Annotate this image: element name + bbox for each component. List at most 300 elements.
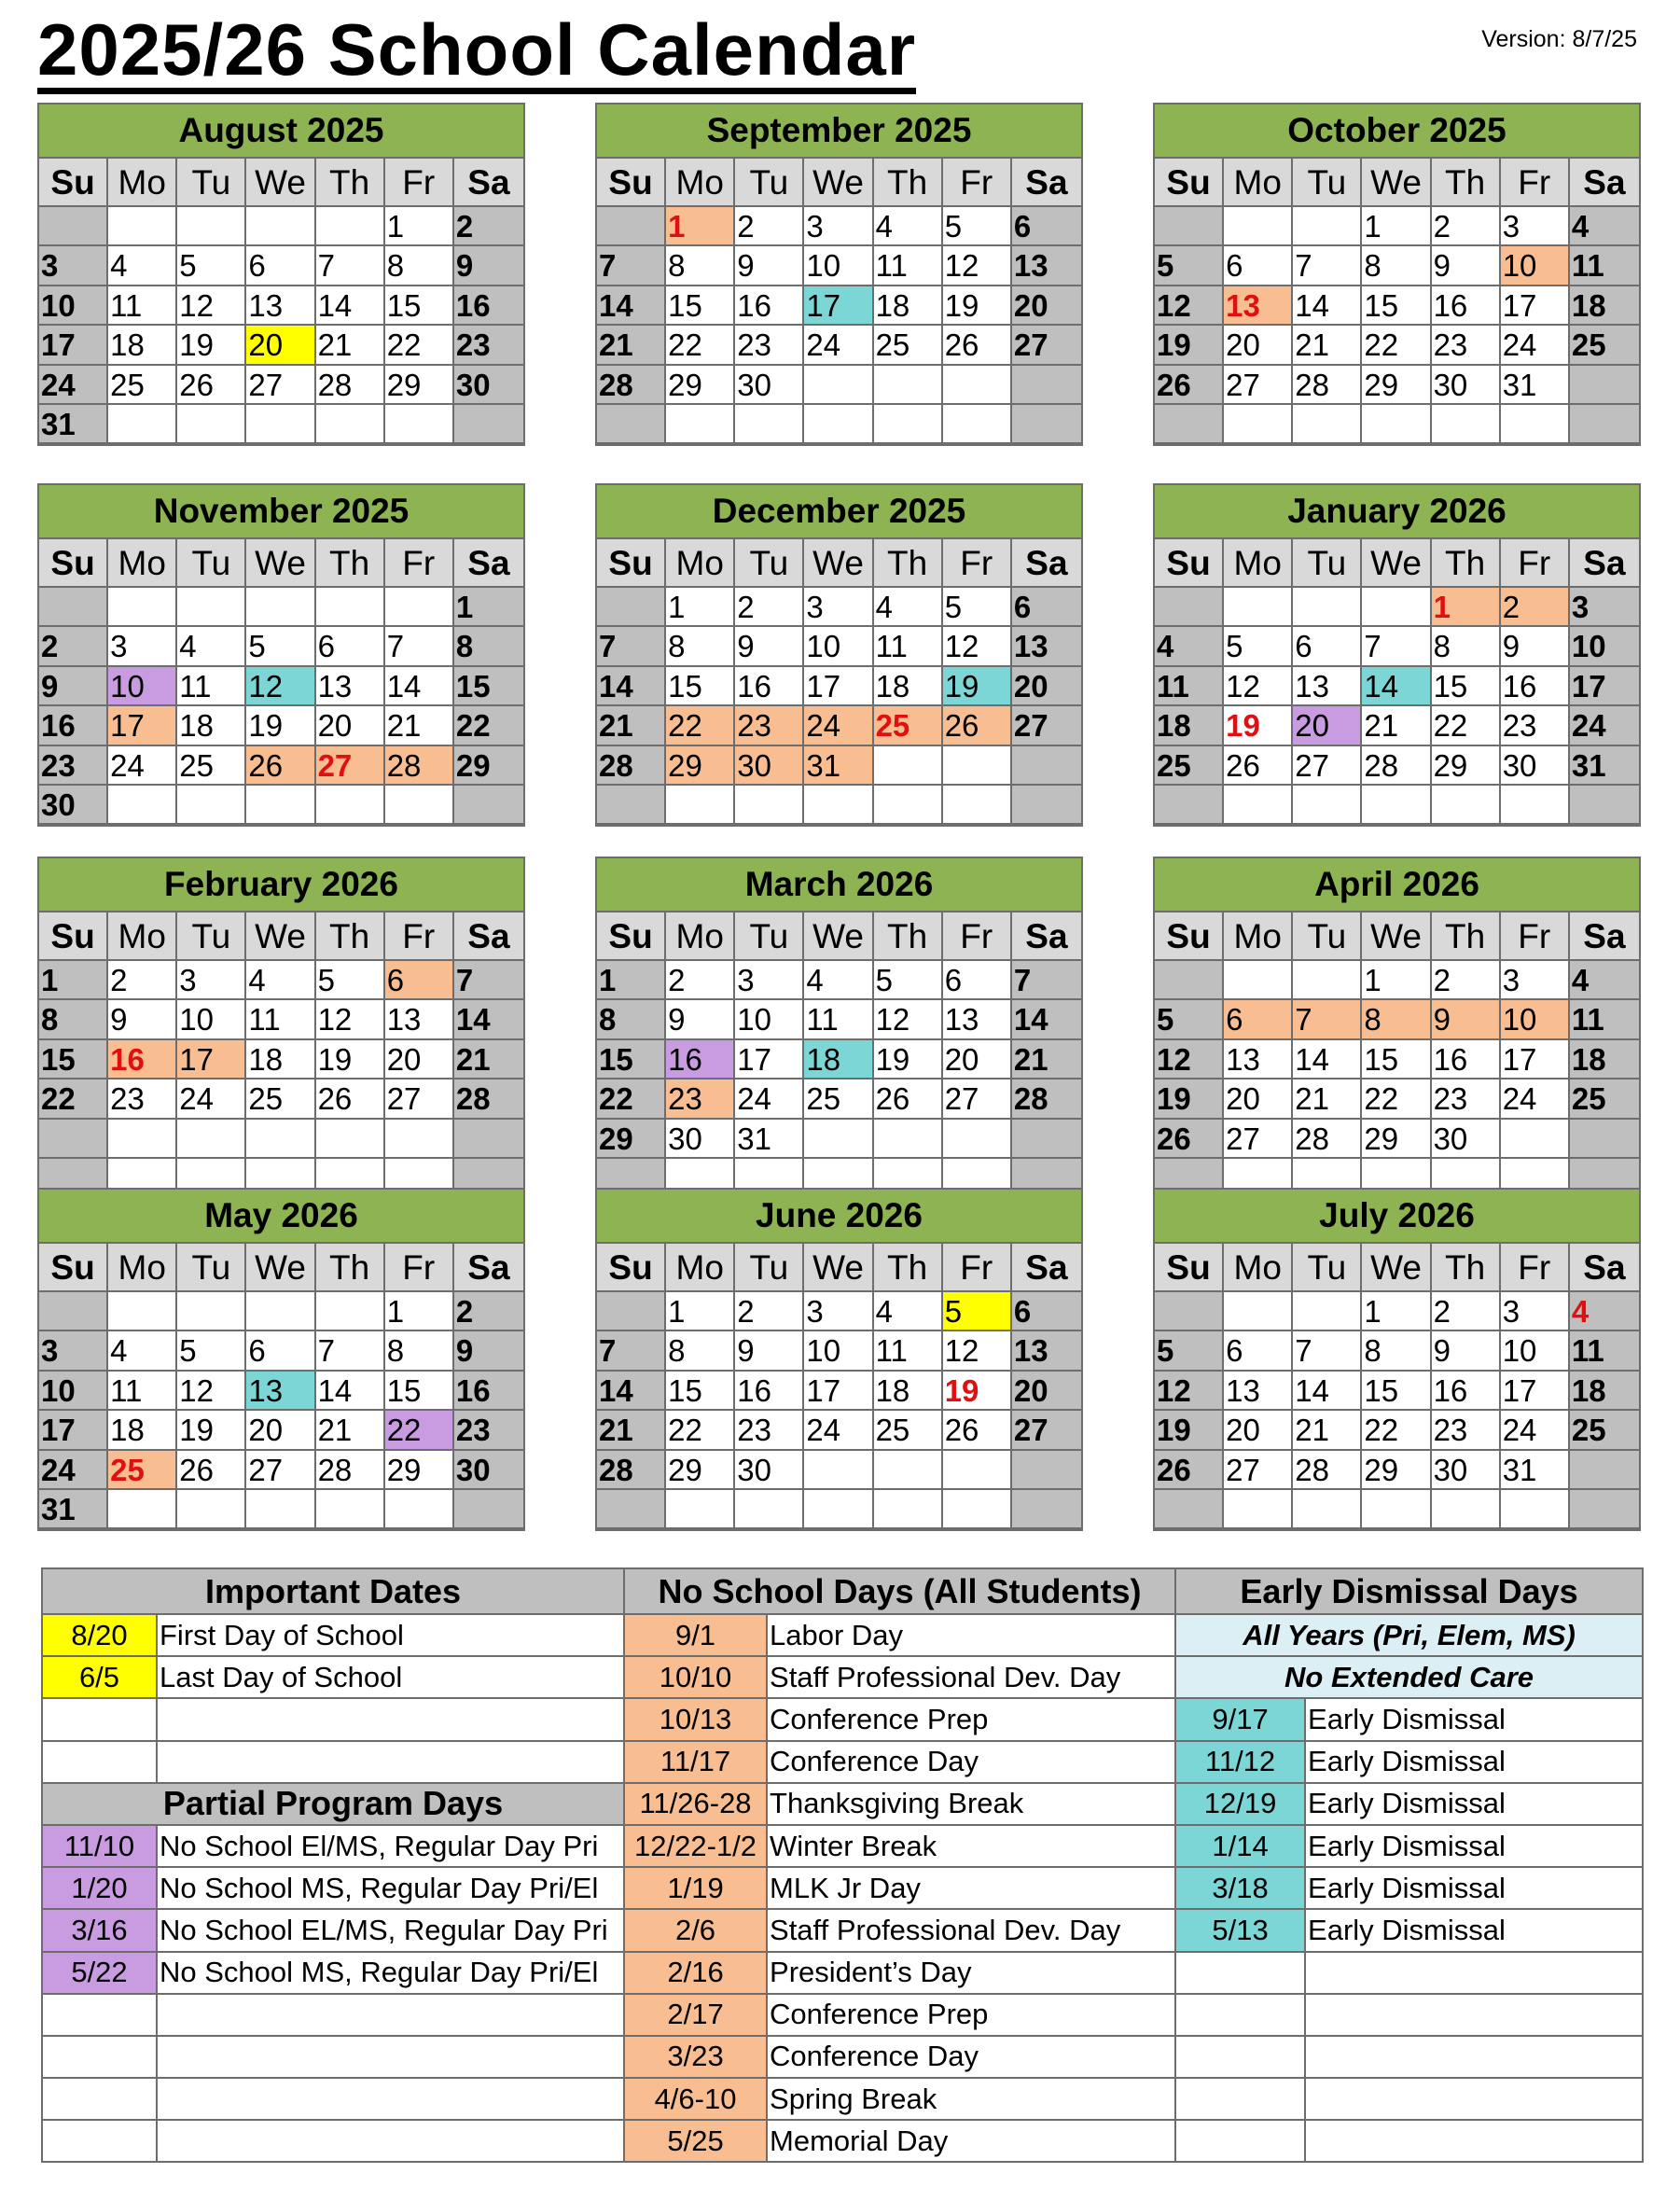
- weekday-header: Mo: [108, 912, 177, 961]
- month-calendar: [595, 103, 1083, 446]
- calendar-day: 17: [1570, 667, 1639, 706]
- no-school-label: Conference Prep: [767, 1698, 1175, 1740]
- partial-date: 1/20: [42, 1867, 157, 1909]
- weekday-header: Fr: [943, 912, 1012, 961]
- calendar-day: [1155, 405, 1224, 444]
- calendar-day: [108, 786, 177, 825]
- calendar-day: [316, 1292, 385, 1331]
- calendar-day: 25: [246, 1080, 315, 1119]
- calendar-day: 1: [666, 1292, 735, 1331]
- calendar-day: 26: [316, 1080, 385, 1119]
- calendar-day: 25: [108, 366, 177, 405]
- calendar-day: 30: [1501, 746, 1570, 786]
- weekday-header: Su: [39, 912, 108, 961]
- early-label: Early Dismissal: [1305, 1867, 1643, 1909]
- weekday-header: Tu: [177, 159, 246, 207]
- calendar-day: 6: [316, 627, 385, 666]
- calendar-day: 15: [666, 1372, 735, 1411]
- calendar-day: [108, 1292, 177, 1331]
- early-label: Early Dismissal: [1305, 1783, 1643, 1825]
- calendar-day: 21: [1293, 1411, 1362, 1450]
- partial-date: 11/10: [42, 1825, 157, 1867]
- calendar-day: 27: [1012, 326, 1081, 365]
- calendar-day: 2: [666, 961, 735, 1000]
- calendar-day: 10: [1501, 1000, 1570, 1039]
- calendar-day: 20: [316, 706, 385, 745]
- calendar-day: 11: [874, 627, 943, 666]
- calendar-day: [39, 207, 108, 246]
- calendar-day: 29: [666, 746, 735, 786]
- weekday-header: Fr: [385, 912, 454, 961]
- weekday-header: Tu: [1293, 1244, 1362, 1292]
- weekday-header: We: [804, 539, 873, 588]
- calendar-day: 29: [666, 366, 735, 405]
- calendar-day: 8: [1362, 246, 1431, 286]
- no-school-header: No School Days (All Students): [624, 1568, 1175, 1614]
- calendar-day: 13: [1293, 667, 1362, 706]
- weekday-header: Fr: [943, 1244, 1012, 1292]
- calendar-day: 16: [666, 1040, 735, 1080]
- calendar-day: [874, 405, 943, 444]
- calendar-day: 7: [597, 1331, 666, 1371]
- early-dismissal-header: Early Dismissal Days: [1175, 1568, 1643, 1614]
- calendar-day: 26: [177, 1451, 246, 1490]
- weekday-header: Sa: [454, 539, 523, 588]
- calendar-day: 8: [1362, 1000, 1431, 1039]
- calendar-day: 19: [874, 1040, 943, 1080]
- weekday-header: Su: [1155, 912, 1224, 961]
- calendar-day: [1293, 405, 1362, 444]
- calendar-day: 19: [1155, 326, 1224, 365]
- calendar-day: 15: [1432, 667, 1501, 706]
- calendar-day: [1293, 207, 1362, 246]
- calendar-day: [177, 405, 246, 444]
- calendar-day: 12: [943, 1331, 1012, 1371]
- weekday-header: Th: [874, 539, 943, 588]
- weekday-header: Th: [1432, 1244, 1501, 1292]
- calendar-day: 23: [735, 1411, 804, 1450]
- calendar-day: 22: [385, 1411, 454, 1450]
- calendar-day: 27: [385, 1080, 454, 1119]
- calendar-day: 15: [1362, 286, 1431, 326]
- calendar-day: 16: [1432, 1372, 1501, 1411]
- calendar-day: 19: [1155, 1411, 1224, 1450]
- calendar-day: 25: [874, 1411, 943, 1450]
- calendar-day: [246, 405, 315, 444]
- calendar-day: [246, 1490, 315, 1529]
- calendar-day: 14: [316, 1372, 385, 1411]
- month-calendar: [1153, 1188, 1641, 1531]
- calendar-day: [108, 1120, 177, 1159]
- calendar-day: 2: [735, 588, 804, 627]
- calendar-day: 25: [874, 326, 943, 365]
- calendar-day: [1012, 1120, 1081, 1159]
- calendar-day: 8: [597, 1000, 666, 1039]
- calendar-day: [1155, 207, 1224, 246]
- calendar-day: 22: [1432, 706, 1501, 745]
- calendar-day: 29: [385, 366, 454, 405]
- calendar-day: 28: [454, 1080, 523, 1119]
- weekday-header: Mo: [666, 1244, 735, 1292]
- early-date: 1/14: [1175, 1825, 1305, 1867]
- calendar-day: 5: [246, 627, 315, 666]
- calendar-day: 28: [1362, 746, 1431, 786]
- calendar-day: [1432, 1490, 1501, 1529]
- calendar-day: [1224, 961, 1293, 1000]
- weekday-header: Tu: [735, 539, 804, 588]
- calendar-day: 27: [1012, 706, 1081, 745]
- calendar-day: 18: [1155, 706, 1224, 745]
- calendar-day: 16: [1432, 286, 1501, 326]
- calendar-day: 12: [316, 1000, 385, 1039]
- calendar-day: 13: [1012, 627, 1081, 666]
- calendar-day: 21: [1362, 706, 1431, 745]
- calendar-day: 12: [874, 1000, 943, 1039]
- calendar-day: 1: [1432, 588, 1501, 627]
- calendar-day: 13: [1012, 1331, 1081, 1371]
- calendar-day: 10: [1501, 1331, 1570, 1371]
- empty-cell: [1305, 1994, 1643, 2036]
- calendar-day: [454, 1490, 523, 1529]
- calendar-day: [1362, 786, 1431, 825]
- month-title: April 2026: [1155, 858, 1639, 912]
- calendar-day: 26: [943, 706, 1012, 745]
- no-school-label: President’s Day: [767, 1952, 1175, 1994]
- weekday-header: Mo: [1224, 539, 1293, 588]
- calendar-day: [666, 405, 735, 444]
- month-day-grid: [39, 1244, 523, 1529]
- calendar-day: 5: [943, 207, 1012, 246]
- calendar-day: 3: [39, 246, 108, 286]
- weekday-header: We: [1362, 1244, 1431, 1292]
- calendar-day: 24: [804, 326, 873, 365]
- calendar-day: 23: [735, 326, 804, 365]
- calendar-day: 25: [804, 1080, 873, 1119]
- weekday-header: Sa: [454, 159, 523, 207]
- calendar-day: 14: [1293, 1372, 1362, 1411]
- no-school-date: 9/1: [624, 1614, 767, 1656]
- calendar-day: [943, 366, 1012, 405]
- calendar-day: 16: [735, 286, 804, 326]
- empty-cell: [157, 1698, 624, 1740]
- no-school-label: Conference Prep: [767, 1994, 1175, 2036]
- calendar-day: 17: [735, 1040, 804, 1080]
- calendar-day: [1155, 961, 1224, 1000]
- calendar-day: 1: [666, 207, 735, 246]
- weekday-header: Tu: [177, 539, 246, 588]
- calendar-day: 18: [1570, 1372, 1639, 1411]
- month-day-grid: [1155, 912, 1639, 1198]
- calendar-day: 4: [1570, 961, 1639, 1000]
- calendar-day: [454, 1120, 523, 1159]
- calendar-day: [1501, 405, 1570, 444]
- calendar-day: 8: [39, 1000, 108, 1039]
- calendar-day: 1: [666, 588, 735, 627]
- calendar-day: 21: [1293, 326, 1362, 365]
- calendar-day: 14: [597, 1372, 666, 1411]
- calendar-day: 15: [597, 1040, 666, 1080]
- calendar-day: 6: [385, 961, 454, 1000]
- month-title: August 2025: [39, 104, 523, 159]
- weekday-header: Su: [1155, 1244, 1224, 1292]
- calendar-day: 23: [108, 1080, 177, 1119]
- calendar-day: 1: [1362, 207, 1431, 246]
- weekday-header: We: [246, 1244, 315, 1292]
- calendar-day: [597, 786, 666, 825]
- weekday-header: Fr: [1501, 912, 1570, 961]
- calendar-day: 5: [177, 246, 246, 286]
- calendar-day: 10: [735, 1000, 804, 1039]
- calendar-day: [1362, 1490, 1431, 1529]
- calendar-day: [597, 207, 666, 246]
- no-school-date: 2/6: [624, 1909, 767, 1951]
- calendar-day: 29: [385, 1451, 454, 1490]
- calendar-day: 6: [1012, 588, 1081, 627]
- calendar-day: 17: [108, 706, 177, 745]
- calendar-day: 30: [735, 1451, 804, 1490]
- weekday-header: Sa: [1570, 539, 1639, 588]
- calendar-day: [246, 1120, 315, 1159]
- no-school-date: 12/22-1/2: [624, 1825, 767, 1867]
- calendar-day: 19: [1224, 706, 1293, 745]
- calendar-day: 27: [1012, 1411, 1081, 1450]
- calendar-day: 20: [1224, 1080, 1293, 1119]
- early-date: 11/12: [1175, 1741, 1305, 1783]
- calendar-day: 25: [1570, 326, 1639, 365]
- calendar-day: [39, 1292, 108, 1331]
- calendar-day: 7: [597, 627, 666, 666]
- calendar-day: 24: [1501, 326, 1570, 365]
- calendar-day: [246, 588, 315, 627]
- empty-cell: [1305, 2078, 1643, 2120]
- calendar-day: 2: [735, 1292, 804, 1331]
- month-day-grid: [39, 159, 523, 444]
- month-title: September 2025: [597, 104, 1081, 159]
- weekday-header: Mo: [666, 912, 735, 961]
- calendar-day: [1293, 1292, 1362, 1331]
- calendar-day: 22: [385, 326, 454, 365]
- weekday-header: Sa: [1012, 539, 1081, 588]
- calendar-day: 9: [454, 246, 523, 286]
- calendar-day: 22: [666, 706, 735, 745]
- calendar-day: 25: [1570, 1080, 1639, 1119]
- calendar-day: 4: [108, 1331, 177, 1371]
- calendar-day: 9: [735, 627, 804, 666]
- empty-cell: [42, 1698, 157, 1740]
- calendar-day: 30: [39, 786, 108, 825]
- weekday-header: Mo: [108, 159, 177, 207]
- calendar-day: 1: [1362, 961, 1431, 1000]
- month-title: May 2026: [39, 1190, 523, 1244]
- calendar-day: 21: [597, 326, 666, 365]
- calendar-day: 2: [108, 961, 177, 1000]
- calendar-day: 20: [1012, 1372, 1081, 1411]
- weekday-header: Th: [316, 1244, 385, 1292]
- weekday-header: We: [1362, 912, 1431, 961]
- calendar-day: 9: [108, 1000, 177, 1039]
- calendar-day: 25: [1570, 1411, 1639, 1450]
- empty-cell: [42, 1741, 157, 1783]
- weekday-header: Th: [1432, 912, 1501, 961]
- calendar-day: 27: [1293, 746, 1362, 786]
- empty-cell: [1305, 2036, 1643, 2078]
- calendar-day: 23: [1432, 1411, 1501, 1450]
- no-school-date: 10/10: [624, 1656, 767, 1698]
- calendar-day: [316, 588, 385, 627]
- calendar-day: 9: [1432, 1331, 1501, 1371]
- calendar-day: [1012, 746, 1081, 786]
- calendar-day: 13: [943, 1000, 1012, 1039]
- calendar-day: [1012, 405, 1081, 444]
- empty-cell: [1175, 1994, 1305, 2036]
- calendar-day: 1: [39, 961, 108, 1000]
- weekday-header: Tu: [1293, 159, 1362, 207]
- calendar-day: 19: [316, 1040, 385, 1080]
- calendar-day: 29: [1362, 366, 1431, 405]
- weekday-header: Su: [597, 1244, 666, 1292]
- calendar-day: 11: [108, 1372, 177, 1411]
- weekday-header: Fr: [1501, 1244, 1570, 1292]
- month-calendar: [37, 483, 525, 827]
- calendar-day: 22: [1362, 1080, 1431, 1119]
- calendar-day: 30: [735, 746, 804, 786]
- calendar-day: 27: [1224, 1120, 1293, 1159]
- calendar-day: 24: [39, 366, 108, 405]
- calendar-day: 3: [735, 961, 804, 1000]
- calendar-day: 12: [1155, 1040, 1224, 1080]
- early-date: 3/18: [1175, 1867, 1305, 1909]
- calendar-day: 9: [1432, 246, 1501, 286]
- calendar-day: 13: [1224, 1040, 1293, 1080]
- calendar-day: 20: [1293, 706, 1362, 745]
- calendar-day: 25: [1155, 746, 1224, 786]
- weekday-header: Mo: [1224, 159, 1293, 207]
- month-calendar: [1153, 483, 1641, 827]
- calendar-day: 2: [1432, 207, 1501, 246]
- calendar-day: 29: [1362, 1120, 1431, 1159]
- calendar-day: [1432, 786, 1501, 825]
- calendar-day: [874, 746, 943, 786]
- legend-table: [41, 1567, 1644, 2163]
- calendar-day: 30: [454, 1451, 523, 1490]
- weekday-header: Tu: [735, 1244, 804, 1292]
- empty-cell: [1305, 2120, 1643, 2162]
- empty-cell: [1175, 2078, 1305, 2120]
- calendar-day: 10: [177, 1000, 246, 1039]
- calendar-day: 23: [454, 1411, 523, 1450]
- no-school-label: Spring Break: [767, 2078, 1175, 2120]
- calendar-day: 6: [1012, 1292, 1081, 1331]
- calendar-day: [1501, 1490, 1570, 1529]
- calendar-day: 18: [874, 667, 943, 706]
- no-school-date: 11/26-28: [624, 1783, 767, 1825]
- empty-cell: [157, 2120, 624, 2162]
- calendar-day: 27: [316, 746, 385, 786]
- month-title: January 2026: [1155, 485, 1639, 539]
- weekday-header: Su: [39, 1244, 108, 1292]
- empty-cell: [1175, 2036, 1305, 2078]
- calendar-day: 17: [804, 667, 873, 706]
- calendar-day: 21: [316, 1411, 385, 1450]
- calendar-day: 7: [1293, 1331, 1362, 1371]
- early-subheader: All Years (Pri, Elem, MS): [1175, 1614, 1643, 1656]
- calendar-day: 29: [597, 1120, 666, 1159]
- weekday-header: Su: [39, 159, 108, 207]
- calendar-day: 30: [666, 1120, 735, 1159]
- no-school-label: Labor Day: [767, 1614, 1175, 1656]
- calendar-day: 11: [246, 1000, 315, 1039]
- calendar-day: 10: [1501, 246, 1570, 286]
- calendar-day: 24: [804, 706, 873, 745]
- calendar-day: [108, 1490, 177, 1529]
- calendar-day: 18: [804, 1040, 873, 1080]
- calendar-day: 18: [246, 1040, 315, 1080]
- calendar-day: 6: [246, 1331, 315, 1371]
- calendar-day: 24: [1501, 1080, 1570, 1119]
- calendar-day: 13: [1224, 286, 1293, 326]
- calendar-day: 7: [316, 1331, 385, 1371]
- weekday-header: Sa: [1570, 159, 1639, 207]
- calendar-day: 14: [597, 286, 666, 326]
- weekday-header: Tu: [735, 159, 804, 207]
- calendar-day: [1224, 786, 1293, 825]
- month-day-grid: [597, 159, 1081, 444]
- calendar-day: 24: [1570, 706, 1639, 745]
- empty-cell: [42, 2036, 157, 2078]
- calendar-day: 20: [246, 326, 315, 365]
- calendar-day: 17: [39, 326, 108, 365]
- weekday-header: Tu: [1293, 539, 1362, 588]
- calendar-day: 21: [1012, 1040, 1081, 1080]
- calendar-day: 6: [1224, 1331, 1293, 1371]
- calendar-day: 23: [735, 706, 804, 745]
- calendar-day: 20: [385, 1040, 454, 1080]
- calendar-day: 7: [316, 246, 385, 286]
- calendar-day: 12: [943, 627, 1012, 666]
- calendar-day: [1501, 786, 1570, 825]
- calendar-day: 6: [943, 961, 1012, 1000]
- weekday-header: Sa: [1570, 912, 1639, 961]
- calendar-day: [385, 588, 454, 627]
- calendar-day: 31: [39, 405, 108, 444]
- month-day-grid: [597, 539, 1081, 825]
- calendar-day: 6: [246, 246, 315, 286]
- calendar-day: 1: [454, 588, 523, 627]
- empty-cell: [1175, 2120, 1305, 2162]
- calendar-day: [1293, 786, 1362, 825]
- calendar-day: 7: [597, 246, 666, 286]
- no-school-date: 11/17: [624, 1741, 767, 1783]
- calendar-day: [1362, 405, 1431, 444]
- calendar-day: 12: [246, 667, 315, 706]
- empty-cell: [157, 2036, 624, 2078]
- calendar-day: 5: [316, 961, 385, 1000]
- weekday-header: Su: [597, 539, 666, 588]
- calendar-day: [597, 405, 666, 444]
- calendar-day: 25: [874, 706, 943, 745]
- calendar-day: 17: [804, 1372, 873, 1411]
- calendar-day: [177, 786, 246, 825]
- calendar-day: [1224, 1490, 1293, 1529]
- calendar-day: 12: [1155, 1372, 1224, 1411]
- weekday-header: Th: [316, 159, 385, 207]
- calendar-day: 19: [177, 326, 246, 365]
- calendar-day: 9: [735, 246, 804, 286]
- calendar-day: [246, 786, 315, 825]
- calendar-day: 24: [108, 746, 177, 786]
- calendar-day: 25: [108, 1451, 177, 1490]
- no-school-date: 2/17: [624, 1994, 767, 2036]
